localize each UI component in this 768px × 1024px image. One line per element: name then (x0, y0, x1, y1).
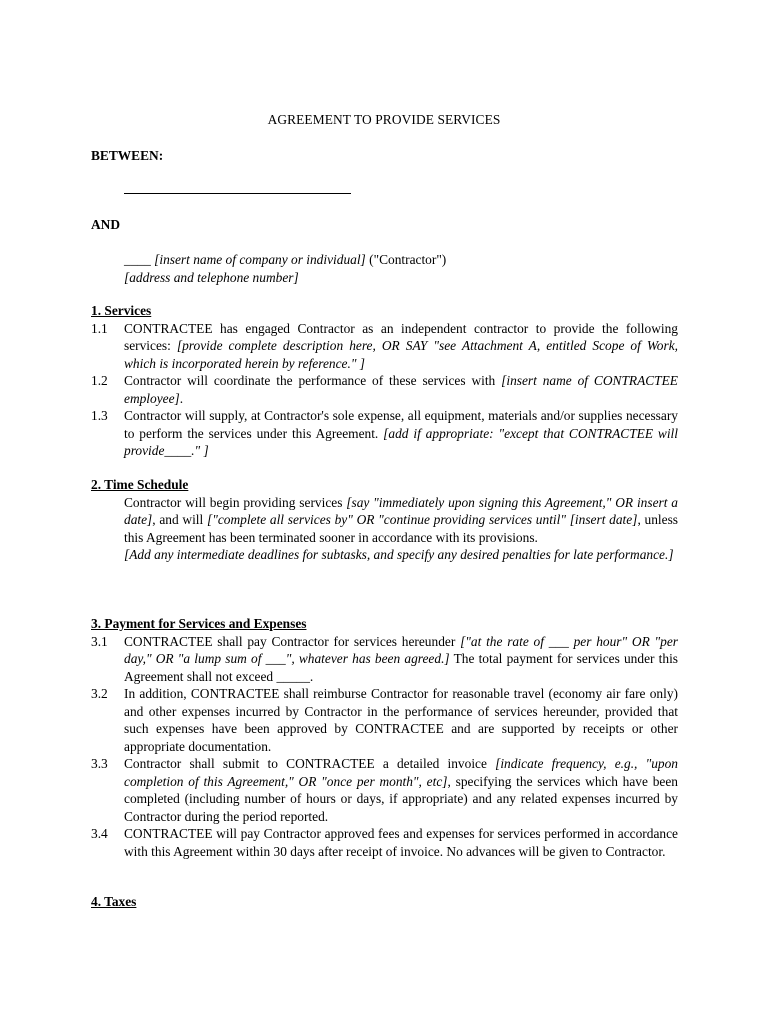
contractor-designation: ("Contractor") (369, 252, 447, 267)
clause-text: The total payment for services under this Agreement shall not exceed _____. (124, 651, 679, 684)
clause-instruction: [say "immediately upon signing this Agreement," OR insert a date] (124, 494, 678, 527)
clause-instruction: [Add any intermediate deadlines for subtasks, and specify any desired penalties for late performance.] (124, 547, 674, 562)
clause-text: In addition, CONTRACTEE shall reimburse Contractor for reasonable travel (economy air fare only) and other expenses incurred by Contractor in the performance of services hereunder, provided that such expenses have been approved by CONTRACTEE and are supported by receipts or other appropriate documentation. (124, 686, 678, 754)
contractor-address-line (124, 269, 684, 287)
time-schedule-note (91, 546, 678, 564)
section-time-schedule (91, 476, 678, 564)
contractor-name-line (124, 251, 684, 269)
clause-number: 1.1 (91, 320, 108, 336)
clause-number: 3.3 (91, 756, 108, 771)
contractor-name-instruction: [insert name of company or individual] (154, 252, 366, 267)
section-services (91, 302, 678, 460)
clause-3-3 (91, 755, 678, 825)
clause-instruction: ["complete all services by" OR "continue providing services until" [insert date] (206, 512, 638, 527)
section-heading: 4. Taxes (91, 894, 137, 909)
clause-instruction: [insert name of CONTRACTEE employee] (124, 373, 678, 406)
clause-text: , specifying the services which have been completed (including number of hours or days, if appropriate) and any related expenses incurred by Contractor during the period reported. (124, 773, 678, 824)
party-signature-line (124, 193, 351, 194)
clause-instruction: [indicate frequency, e.g., "upon completion of this Agreement," OR "once per month", etc] (124, 756, 678, 789)
clause-1-3 (91, 407, 678, 460)
clause-instruction: [add if appropriate: "except that CONTRACTEE will provide____." ] (124, 425, 678, 458)
document-title: AGREEMENT TO PROVIDE SERVICES (267, 112, 501, 127)
clause-text: Contractor shall submit to CONTRACTEE a detailed invoice (124, 756, 496, 771)
clause-text: Contractor will coordinate the performance of these services with (124, 373, 502, 388)
clause-text: CONTRACTEE will pay Contractor approved fees and expenses for services performed in accordance with this Agreement within 30 days after receipt of invoice. No advances will be given to Contractor. (124, 826, 678, 859)
contractor-address-instruction: [address and telephone number] (124, 269, 299, 285)
section-heading: 3. Payment for Services and Expenses (91, 616, 307, 631)
clause-text: , and will (152, 512, 207, 527)
time-schedule-paragraph (91, 494, 678, 547)
contractor-name-blank: ____ (124, 252, 151, 267)
section-payment (91, 615, 678, 860)
contractor-block (124, 251, 684, 286)
and-label: AND (91, 217, 121, 232)
clause-3-1 (91, 633, 678, 686)
clause-1-2 (91, 372, 678, 407)
section-taxes (91, 893, 678, 911)
clause-text: Contractor will supply, at Contractor's sole expense, all equipment, materials and/or supplies necessary to perform the services under this Agreement. (124, 408, 678, 441)
clause-text: . (179, 390, 184, 406)
clause-text: CONTRACTEE has engaged Contractor as an independent contractor to provide the following services: (124, 320, 678, 353)
clause-3-2 (91, 685, 678, 755)
clause-instruction: ["at the rate of ___ per hour" OR "per day," OR "a lump sum of ___", whatever has been agreed.] (124, 633, 678, 666)
between-label: BETWEEN: (91, 148, 164, 163)
clause-number: 3.4 (91, 826, 108, 841)
clause-number: 3.2 (91, 686, 108, 701)
clause-3-4 (91, 825, 678, 860)
section-heading: 1. Services (91, 303, 152, 318)
clause-instruction: [provide complete description here, OR SAY "see Attachment A, entitled Scope of Work, which is incorporated herein by reference." ] (124, 338, 678, 371)
clause-text: Contractor will begin providing services (124, 494, 347, 510)
clause-1-1 (91, 320, 678, 373)
clause-text: CONTRACTEE shall pay Contractor for services hereunder (124, 633, 461, 649)
clause-number: 1.3 (91, 408, 108, 423)
section-heading: 2. Time Schedule (91, 477, 189, 492)
clause-number: 1.2 (91, 373, 108, 388)
clause-number: 3.1 (91, 633, 108, 649)
clause-text: , unless this Agreement has been terminated sooner in accordance with its provisions. (124, 512, 678, 545)
